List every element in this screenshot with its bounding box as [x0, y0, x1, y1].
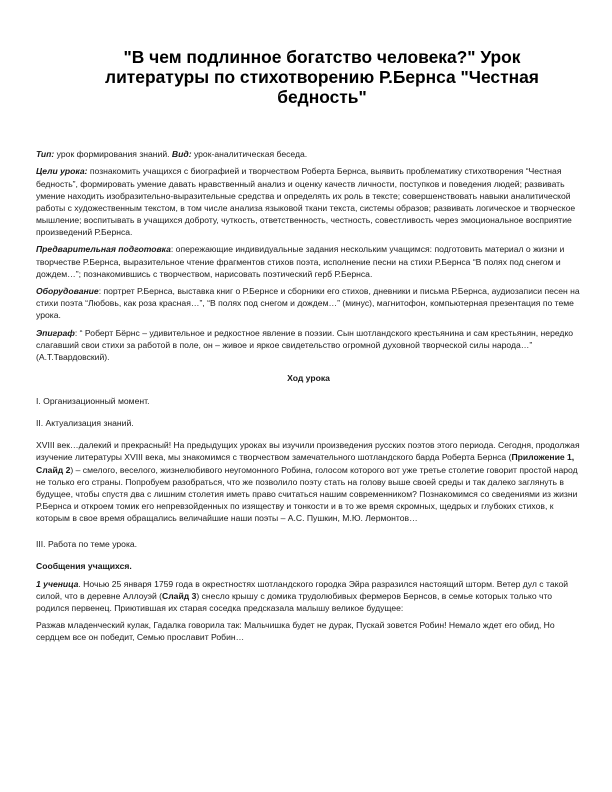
lesson-type-paragraph — [36, 148, 581, 160]
student1-paragraph — [36, 578, 581, 614]
goals-label: Цели урока: — [36, 166, 88, 177]
equipment-paragraph — [36, 285, 581, 321]
poem-paragraph: Разжав младенческий кулак, Гадалка говорила так: Мальчишка будет не дурак, Пускай зовется Робин! Немало ждет его обид, Но сердцем все он победит, Семью прославит Робин… — [36, 620, 555, 643]
actualization-paragraph — [36, 439, 581, 524]
epigraph-label: Эпиграф — [36, 327, 75, 338]
type-label: Тип: — [36, 149, 55, 159]
equipment-text: : портрет Р.Бернса, выставка книг о Р.Бернсе и сборники его стихов, дневники и письма Р.Бернса, аудиозаписи песен на стихи поэта “Любовь, как роза красная…”, “В полях под снегом и дождем…” (минус), магнитофон, компьютерная презентация по теме урока. — [36, 286, 580, 321]
lesson-goals-paragraph — [36, 165, 581, 238]
section-actualization: II. Актуализация знаний. — [36, 418, 134, 429]
type-text: урок формирования знаний. — [54, 149, 172, 159]
student1-label: 1 ученица — [36, 578, 79, 589]
preparation-label: Предварительная подготовка — [36, 244, 171, 255]
preparation-paragraph — [36, 243, 581, 279]
document-title: "В чем подлинное богатство человека?" Урок литературы по стихотворению Р.Бернса "Честная бедность" — [105, 47, 539, 107]
actualization-text-a: XVIII век…далекий и прекрасный! На предыдущих уроках вы изучили произведения русских поэтов этого периода. Сегодня, продолжая изучение литературы XVIII века, мы знакомимся с творчеством замечательного шотландского барда Роберта Бернса ( — [36, 440, 580, 463]
student1-text-a: . Ночью 25 января 1759 года в окрестностях шотландского городка Эйра разразился настоящий шторм. Ветер дул с такой силой, что в деревне Аллоуэй ( — [36, 578, 569, 601]
actualization-text-b: ) – смелого, веселого, жизнелюбивого неугомонного Робина, голосом которого вот уже третье столетие говорит простой народ не только его страны. Попробуем разобраться, что же позволило поэту стать на голову выше своей среды и так далеко заглянуть в будущее, чтобы спустя два с лишним столетия иметь право считаться нашим современником? Познакомимся со сведениями из жизни Р.Бернса и откроем томик его непревзойденных по изяществу и тонкости и в то же время скромных, щедрых и глубоких стихов, к которым в свое время обращались величайшие наши поэты – А.С. Пушкин, М.Ю. Лермонтов… — [36, 464, 578, 523]
appendix-slide-ref: Приложение 1, Слайд 2 — [36, 452, 575, 475]
kind-text: урок-аналитическая беседа. — [191, 149, 308, 159]
goals-text: познакомить учащихся с биографией и творчеством Роберта Бернса, выявить проблематику стихотворения “Честная бедность”, формировать умение давать нравственный анализ и оценку качеств личности, поступков и поведения людей; развивать умение находить изобразительно-выразительные средства и определять их роль в тексте; совершенствовать навыки аналитической работы с художественным текстом, в том числе анализа языковой ткани текста, системы образов; развивать логическое и творческое мышление; воспитывать в учащихся доброту, чуткость, ответственность, честность, совестливость через эмоциональное восприятие произведений Р.Бернса. — [36, 166, 576, 237]
section-main-work: III. Работа по теме урока. — [36, 539, 138, 549]
preparation-text: : опережающие индивидуальные задания нескольким учащимся: подготовить материал о жизни и творчестве Р.Бернса, выразительное чтение фрагментов стихов поэта, исполнение песни на стихи Р.Бернса “В полях под снегом и дождем…”; познакомившись с творчеством, нарисовать поэтический герб Р.Бернса. — [36, 244, 565, 279]
epigraph-paragraph — [36, 327, 581, 363]
slide3-ref: Слайд 3 — [162, 590, 197, 601]
kind-label: Вид: — [171, 149, 192, 159]
student-messages-heading: Сообщения учащихся. — [36, 561, 132, 572]
epigraph-text: : “ Роберт Бёрнс – удивительное и редкостное явление в поэзии. Сын шотландского крестьянина и сам крестьянин, нередко слагавший свои стихи за работой в поле, он – живое и яркое свидетельство огромной духовной творческой силы народа…” (А.Т.Твардовский). — [36, 327, 574, 362]
document-body — [36, 148, 581, 649]
student1-text-b: ) снесло крышу с домика трудолюбивых фермеров Бернсов, в семье которых только что родился первенец. Приютившая их старая соседка предсказала малышу великое будущее: — [36, 590, 553, 613]
section-organizational: I. Организационный момент. — [36, 396, 150, 407]
course-heading: Ход урока — [287, 373, 330, 384]
equipment-label: Оборудование — [36, 286, 99, 297]
